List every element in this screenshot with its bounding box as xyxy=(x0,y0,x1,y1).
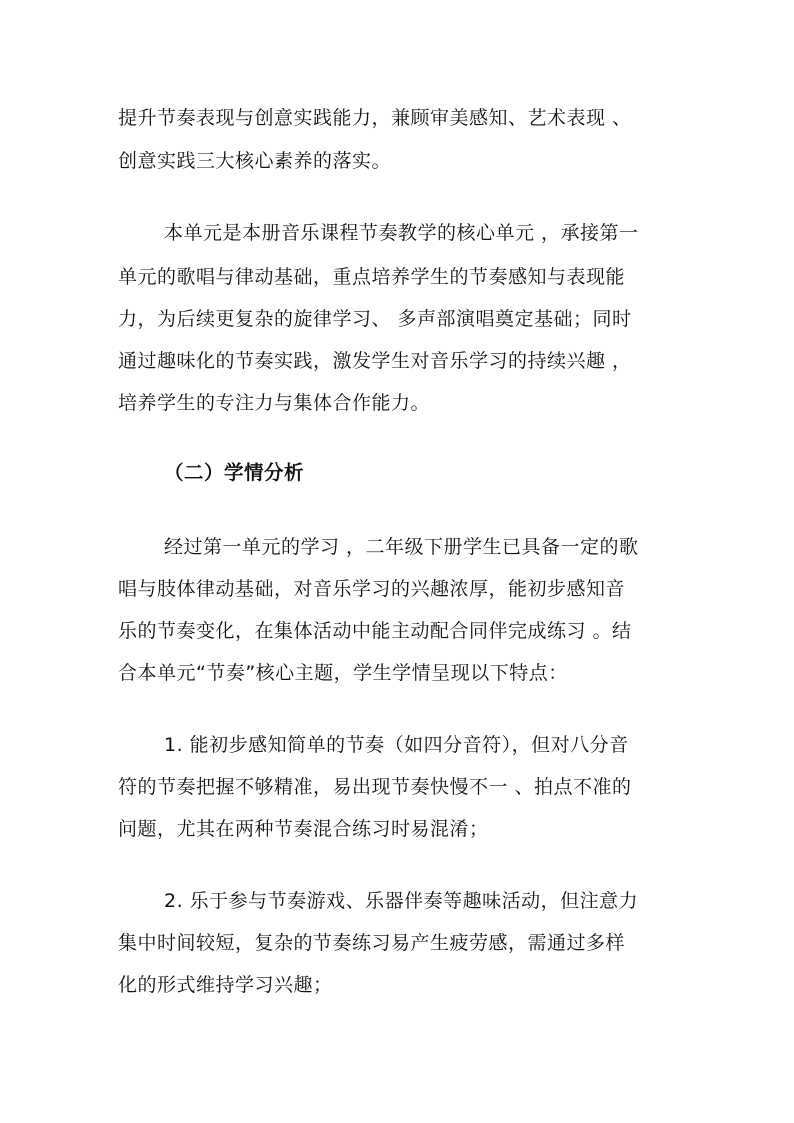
text-line: 提升节奏表现与创意实践能力，兼顾审美感知、艺术表现 、 xyxy=(118,107,632,129)
text-line: 培养学生的专注力与集体合作能力。 xyxy=(118,392,431,414)
section-heading: （二）学情分析 xyxy=(164,461,305,484)
text-line: 合本单元“节奏”核心主题，学生学情呈现以下特点： xyxy=(118,662,568,684)
text-line: 创意实践三大核心素养的落实。 xyxy=(118,150,392,172)
list-item-line: 集中时间较短，复杂的节奏练习易产生疲劳感，需通过多样 xyxy=(118,932,626,954)
text-line: 乐的节奏变化，在集体活动中能主动配合同伴完成练习 。结 xyxy=(118,620,632,642)
list-item-line: 1. 能初步感知简单的节奏（如四分音符），但对八分音 xyxy=(164,734,629,756)
text-line: 通过趣味化的节奏实践，激发学生对音乐学习的持续兴趣 ， xyxy=(118,350,632,372)
text-line: 本单元是本册音乐课程节奏教学的核心单元 ，承接第一 xyxy=(164,222,639,244)
text-line: 经过第一单元的学习 ，二年级下册学生已具备一定的歌 xyxy=(164,536,639,558)
text-line: 力，为后续更复杂的旋律学习、 多声部演唱奠定基础；同时 xyxy=(118,308,632,330)
list-item-line: 问题，尤其在两种节奏混合练习时易混淆； xyxy=(118,818,489,840)
text-line: 单元的歌唱与律动基础，重点培养学生的节奏感知与表现能 xyxy=(118,266,626,288)
text-line: 唱与肢体律动基础，对音乐学习的兴趣浓厚，能初步感知音 xyxy=(118,578,626,600)
list-item-line: 2. 乐于参与节奏游戏、乐器伴奏等趣味活动，但注意力 xyxy=(164,890,639,912)
list-item-line: 化的形式维持学习兴趣； xyxy=(118,974,333,996)
list-item-line: 符的节奏把握不够精准，易出现节奏快慢不一 、拍点不准的 xyxy=(118,776,632,798)
